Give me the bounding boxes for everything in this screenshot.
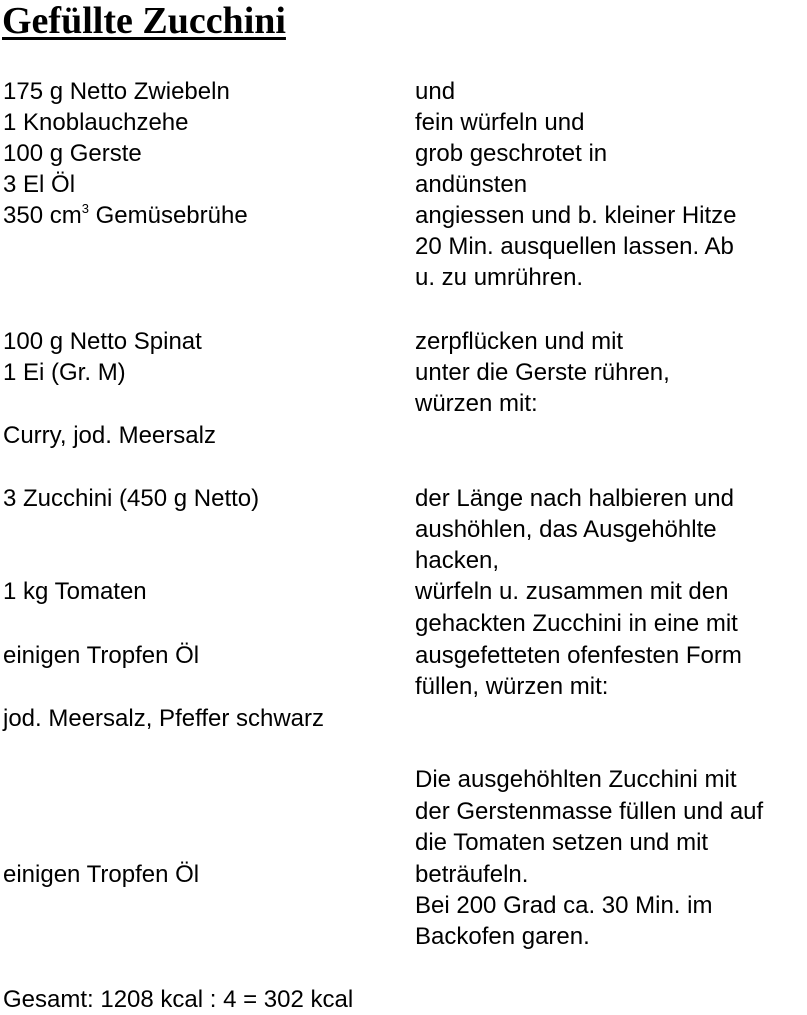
instruction-text: beträufeln. <box>415 861 529 888</box>
instruction-text: 20 Min. ausquellen lassen. Ab <box>415 233 734 260</box>
ingredient-text: einigen Tropfen Öl <box>3 861 200 888</box>
recipe-line <box>0 608 807 639</box>
instruction-text: unter die Gerste rühren, <box>415 359 670 386</box>
ingredient-text: 100 g Gerste <box>3 140 142 167</box>
ingredient-text <box>3 200 248 231</box>
recipe-line <box>0 827 807 858</box>
ingredient-text: jod. Meersalz, Pfeffer schwarz <box>3 705 325 732</box>
recipe-line <box>0 640 807 671</box>
recipe-line <box>0 764 807 795</box>
recipe-line <box>0 326 807 357</box>
recipe-line <box>0 357 807 388</box>
instruction-text: grob geschrotet in <box>415 140 608 167</box>
recipe-line <box>0 388 807 419</box>
recipe-line <box>0 859 807 890</box>
instruction-text: die Tomaten setzen und mit <box>415 829 709 856</box>
unit-exponent: 3 <box>81 201 89 216</box>
recipe-line <box>0 545 807 576</box>
instruction-text: füllen, würzen mit: <box>415 673 609 700</box>
recipe-line <box>0 796 807 827</box>
instruction-text: der Länge nach halbieren und <box>415 485 734 512</box>
instruction-text: würfeln u. zusammen mit den <box>415 578 729 605</box>
instruction-text: andünsten <box>415 171 528 198</box>
recipe-line <box>0 514 807 545</box>
recipe-line <box>0 921 807 952</box>
recipe-line <box>0 169 807 200</box>
ingredient-text: 1 Ei (Gr. M) <box>3 359 126 386</box>
ingredient-amount: 350 cm <box>3 202 82 229</box>
ingredient-text: 100 g Netto Spinat <box>3 328 202 355</box>
instruction-text: hacken, <box>415 547 500 574</box>
ingredient-text: 3 El Öl <box>3 171 76 198</box>
recipe-line <box>0 703 807 734</box>
instruction-text: u. zu umrühren. <box>415 264 584 291</box>
ingredient-text: 1 Knoblauchzehe <box>3 109 189 136</box>
instruction-text: fein würfeln und <box>415 109 585 136</box>
instruction-text: aushöhlen, das Ausgehöhlte <box>415 516 717 543</box>
ingredient-text: 1 kg Tomaten <box>3 578 147 605</box>
ingredient-text: 3 Zucchini (450 g Netto) <box>3 485 260 512</box>
calorie-total <box>0 984 807 1015</box>
recipe-line <box>0 138 807 169</box>
recipe-title: Gefüllte Zucchini <box>2 0 286 42</box>
instruction-text: Die ausgehöhlten Zucchini mit <box>415 766 737 793</box>
recipe-line <box>0 200 807 231</box>
recipe-line <box>0 671 807 702</box>
recipe-line <box>0 262 807 293</box>
instruction-text: Backofen garen. <box>415 923 590 950</box>
ingredient-text: einigen Tropfen Öl <box>3 642 200 669</box>
instruction-text: Bei 200 Grad ca. 30 Min. im <box>415 892 713 919</box>
recipe-line <box>0 231 807 262</box>
instruction-text: der Gerstenmasse füllen und auf <box>415 798 764 825</box>
ingredient-text: 175 g Netto Zwiebeln <box>3 78 230 105</box>
ingredient-text: Curry, jod. Meersalz <box>3 422 216 449</box>
instruction-text: und <box>415 78 456 105</box>
recipe-line <box>0 483 807 514</box>
calorie-total-text: Gesamt: 1208 kcal : 4 = 302 kcal <box>3 986 354 1013</box>
recipe-line <box>0 76 807 107</box>
instruction-text: würzen mit: <box>415 390 538 417</box>
recipe-line <box>0 576 807 607</box>
instruction-text: zerpflücken und mit <box>415 328 624 355</box>
instruction-text: gehackten Zucchini in eine mit <box>415 610 738 637</box>
instruction-text: angiessen und b. kleiner Hitze <box>415 202 737 229</box>
recipe-line <box>0 420 807 451</box>
recipe-line <box>0 890 807 921</box>
ingredient-name: Gemüsebrühe <box>88 202 248 229</box>
instruction-text: ausgefetteten ofenfesten Form <box>415 642 742 669</box>
recipe-line <box>0 107 807 138</box>
